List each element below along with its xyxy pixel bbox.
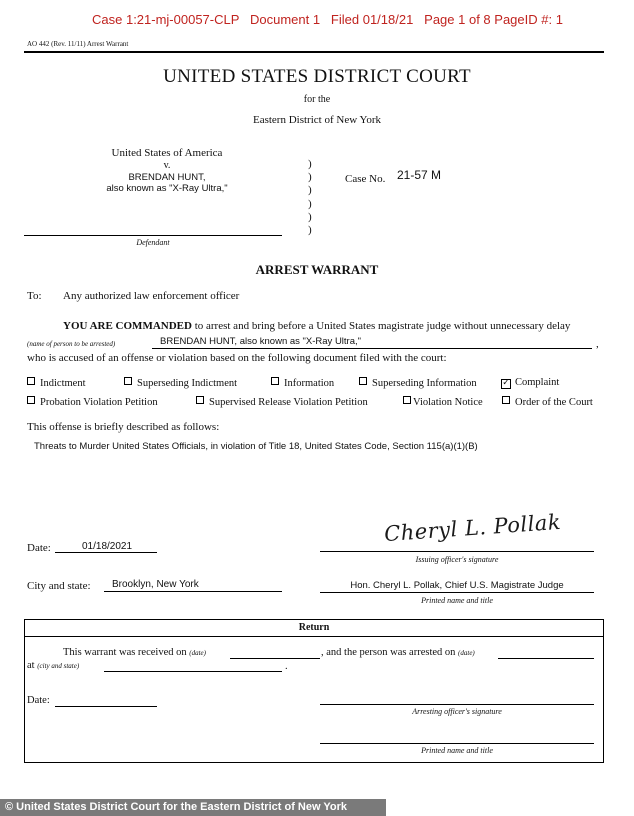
signature-rule <box>320 551 594 552</box>
name-value: BRENDAN HUNT, also known as "X-Ray Ultra," <box>160 336 362 347</box>
checkbox-complaint[interactable] <box>501 377 559 389</box>
checkbox-label: Supervised Release Violation Petition <box>209 397 368 408</box>
checkbox-label: Information <box>284 378 335 389</box>
defendant-name: BRENDAN HUNT, <box>128 172 206 183</box>
footer-credit: © United States District Court for the Eastern District of New York <box>5 801 348 813</box>
judge-signature: Cheryl L. Pollak <box>383 509 562 547</box>
received-date-label: (date) <box>189 649 206 657</box>
arrested-text: , and the person was arrested on <box>321 647 456 658</box>
checkbox-label: Superseding Indictment <box>137 378 238 389</box>
name-rule <box>152 348 592 349</box>
checkbox-superseding-information[interactable] <box>359 378 477 389</box>
defendant-label: Defendant <box>136 238 170 247</box>
checkbox-violation-notice[interactable] <box>403 397 483 408</box>
commanded-bold: YOU ARE COMMANDED <box>63 320 192 332</box>
header-rule <box>24 51 604 53</box>
printed-name: Hon. Cheryl L. Pollak, Chief U.S. Magistrate Judge <box>350 580 564 591</box>
case-stamp: Case 1:21-mj-00057-CLP Document 1 Filed 01/18/21 Page 1 of 8 PageID #: 1 <box>92 12 563 27</box>
warrant-title: ARREST WARRANT <box>255 262 379 277</box>
checkbox-label: Superseding Information <box>372 378 477 389</box>
defendant-rule <box>24 235 282 236</box>
checkbox-label: Order of the Court <box>515 397 593 408</box>
printed-name-rule <box>320 592 594 593</box>
signature-label: Issuing officer's signature <box>415 555 499 564</box>
arresting-signature-field[interactable] <box>320 704 594 705</box>
accused-text: who is accused of an offense or violation based on the following document filed with the court: <box>27 352 447 364</box>
checkbox-box[interactable] <box>403 396 411 404</box>
checkbox-box[interactable] <box>271 377 279 385</box>
checkbox-probation-violation[interactable] <box>27 397 158 408</box>
checkbox-box[interactable] <box>27 377 35 385</box>
offense-intro: This offense is briefly described as follows: <box>27 421 220 433</box>
return-title: Return <box>298 622 330 633</box>
city-value: Brooklyn, New York <box>112 579 199 590</box>
checkbox-label: Indictment <box>40 378 86 389</box>
arrested-date-field[interactable] <box>498 658 594 659</box>
received-date-field[interactable] <box>230 658 320 659</box>
city-rule <box>104 591 282 592</box>
district-name: Eastern District of New York <box>252 114 381 126</box>
at-label: at <box>27 660 35 671</box>
for-the: for the <box>303 94 331 105</box>
checkbox-box[interactable] <box>359 377 367 385</box>
versus: v. <box>163 160 171 171</box>
name-comma: , <box>596 338 599 350</box>
caption-parens: ) ) ) ) ) ) <box>308 158 312 237</box>
received-line <box>63 647 206 658</box>
commanded-rest: to arrest and bring before a United States magistrate judge without unnecessary delay <box>194 320 571 332</box>
checkbox-box[interactable] <box>27 396 35 404</box>
checkbox-box[interactable] <box>124 377 132 385</box>
at-period: . <box>285 661 288 672</box>
city-state-field[interactable] <box>104 671 282 672</box>
printed-name-label: Printed name and title <box>421 596 493 605</box>
city-label: City and state: <box>27 580 91 592</box>
return-header-rule <box>24 636 604 637</box>
case-no-value: 21-57 M <box>397 168 442 182</box>
return-box <box>24 619 604 763</box>
to-value: Any authorized law enforcement officer <box>63 290 240 302</box>
checkbox-indictment[interactable] <box>27 378 86 389</box>
return-date-label: Date: <box>27 695 50 706</box>
checkbox-label: Complaint <box>515 377 560 388</box>
return-printed-name-label: Printed name and title <box>421 746 493 755</box>
date-value: 01/18/2021 <box>82 541 133 552</box>
name-label: (name of person to be arrested) <box>27 340 116 348</box>
commanded-line <box>63 320 570 332</box>
checkbox-superseding-indictment[interactable] <box>124 378 237 389</box>
checkbox-supervised-release[interactable] <box>196 397 368 408</box>
court-title: UNITED STATES DISTRICT COURT <box>163 66 471 87</box>
defendant-aka: also known as "X-Ray Ultra," <box>106 183 228 194</box>
case-no-label: Case No. <box>345 173 386 185</box>
at-line <box>27 660 79 671</box>
received-text: This warrant was received on <box>63 647 187 658</box>
date-label: Date: <box>27 542 51 554</box>
checkbox-order-of-court[interactable] <box>502 397 593 408</box>
arrested-line <box>321 647 475 658</box>
return-printed-name-field[interactable] <box>320 743 594 744</box>
arresting-signature-label: Arresting officer's signature <box>412 707 502 716</box>
form-id: AO 442 (Rev. 11/11) Arrest Warrant <box>27 40 129 48</box>
checkbox-information[interactable] <box>271 378 334 389</box>
to-label: To: <box>27 290 42 302</box>
date-rule <box>55 552 157 553</box>
arrested-date-label: (date) <box>458 649 475 657</box>
checkbox-box[interactable] <box>196 396 204 404</box>
checkbox-label: Violation Notice <box>413 397 483 408</box>
checkmark-icon[interactable]: ✓ <box>502 378 510 388</box>
offense-description: Threats to Murder United States Officials, in violation of Title 18, United States Code, Section 115(a)(1)(B) <box>34 441 478 452</box>
city-state-label: (city and state) <box>37 662 80 670</box>
return-date-field[interactable] <box>55 706 157 707</box>
plaintiff-name: United States of America <box>111 147 223 159</box>
checkbox-label: Probation Violation Petition <box>40 397 158 408</box>
checkbox-box[interactable] <box>502 396 510 404</box>
